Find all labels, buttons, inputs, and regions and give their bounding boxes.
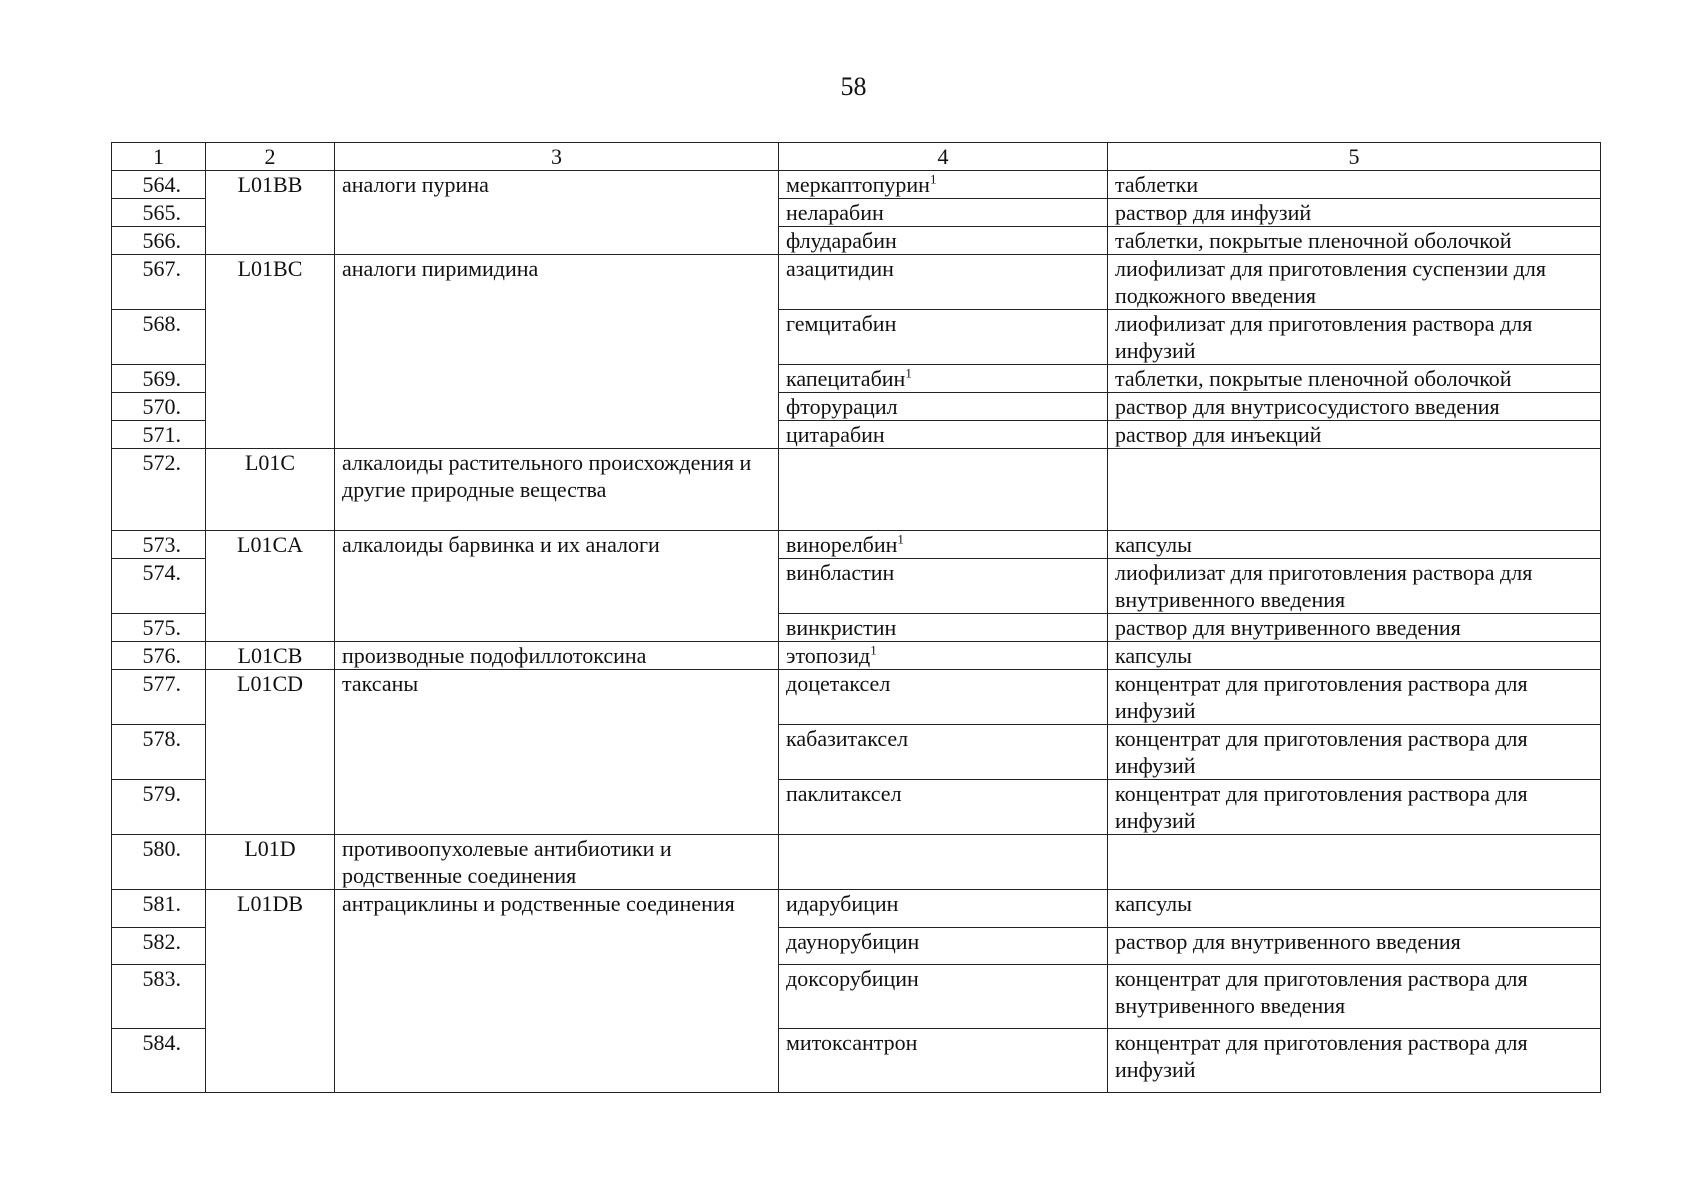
dosage-form: концентрат для приготовления раствора для инфузий	[1108, 725, 1601, 780]
drug-name: даунорубицин	[786, 929, 920, 954]
drug-name-cell	[779, 227, 1108, 255]
row-number: 565.	[112, 199, 206, 227]
table-row	[112, 449, 1601, 531]
drug-name-cell	[779, 449, 1108, 531]
drug-name: винкристин	[786, 615, 897, 640]
drug-name-cell	[779, 965, 1108, 1029]
atc-code: L01CD	[206, 670, 335, 835]
drug-name: цитарабин	[786, 422, 885, 447]
drug-name: винорелбин	[786, 532, 898, 557]
dosage-form: раствор для внутривенного введения	[1108, 614, 1601, 642]
dosage-form: раствор для инфузий	[1108, 199, 1601, 227]
drug-name: фторурацил	[786, 394, 898, 419]
row-number: 579.	[112, 780, 206, 835]
drug-name-cell	[779, 928, 1108, 965]
drug-name: идарубицин	[786, 891, 899, 916]
row-number: 578.	[112, 725, 206, 780]
dosage-form	[1108, 449, 1601, 531]
footnote-marker: 1	[905, 365, 912, 381]
dosage-form: таблетки, покрытые пленочной оболочкой	[1108, 227, 1601, 255]
atc-code: L01BC	[206, 255, 335, 449]
footnote-marker: 1	[929, 171, 937, 187]
drug-name: неларабин	[786, 200, 884, 225]
drug-name-cell	[779, 199, 1108, 227]
table-body	[112, 171, 1601, 1093]
drug-name-cell	[779, 835, 1108, 890]
drug-name: винбластин	[786, 560, 895, 585]
row-number: 564.	[112, 171, 206, 199]
row-number: 575.	[112, 614, 206, 642]
table-row	[112, 890, 1601, 928]
table-header	[112, 143, 1601, 171]
row-number: 570.	[112, 393, 206, 421]
group-name: таксаны	[335, 670, 779, 835]
group-name: алкалоиды барвинка и их аналоги	[335, 531, 779, 642]
dosage-form: концентрат для приготовления раствора для инфузий	[1108, 670, 1601, 725]
header-cell-2: 2	[206, 143, 335, 171]
dosage-form: раствор для инъекций	[1108, 421, 1601, 449]
drug-name-cell	[779, 171, 1108, 199]
header-cell-1: 1	[112, 143, 206, 171]
group-name: противоопухолевые антибиотики и родственные соединения	[335, 835, 779, 890]
row-number: 580.	[112, 835, 206, 890]
table-row	[112, 835, 1601, 890]
table-row	[112, 670, 1601, 725]
row-number: 568.	[112, 310, 206, 365]
drug-name: капецитабин	[786, 366, 906, 391]
page-number: 58	[840, 72, 867, 101]
header-cell-4: 4	[779, 143, 1108, 171]
dosage-form: концентрат для приготовления раствора для инфузий	[1108, 780, 1601, 835]
atc-code: L01BB	[206, 171, 335, 255]
table-row	[112, 171, 1601, 199]
group-name: алкалоиды растительного происхождения и другие природные вещества	[335, 449, 779, 531]
drug-table	[111, 142, 1601, 1093]
dosage-form: концентрат для приготовления раствора для инфузий	[1108, 1029, 1601, 1093]
dosage-form: концентрат для приготовления раствора для внутривенного введения	[1108, 965, 1601, 1029]
header-cell-5: 5	[1108, 143, 1601, 171]
dosage-form: раствор для внутривенного введения	[1108, 928, 1601, 965]
header-cell-3: 3	[335, 143, 779, 171]
dosage-form: лиофилизат для приготовления раствора для инфузий	[1108, 310, 1601, 365]
atc-code: L01C	[206, 449, 335, 531]
row-number: 573.	[112, 531, 206, 559]
drug-name-cell	[779, 365, 1108, 393]
dosage-form: капсулы	[1108, 531, 1601, 559]
row-number: 576.	[112, 642, 206, 670]
row-number: 582.	[112, 928, 206, 965]
drug-name: азацитидин	[786, 256, 894, 281]
row-number: 574.	[112, 559, 206, 614]
row-number: 581.	[112, 890, 206, 928]
table-row	[112, 642, 1601, 670]
table-row	[112, 531, 1601, 559]
drug-name-cell	[779, 393, 1108, 421]
header-row	[112, 143, 1601, 171]
row-number: 571.	[112, 421, 206, 449]
drug-name: флударабин	[786, 228, 897, 253]
group-name: производные подофиллотоксина	[335, 642, 779, 670]
drug-name-cell	[779, 890, 1108, 928]
group-name: аналоги пиримидина	[335, 255, 779, 449]
drug-name: гемцитабин	[786, 311, 897, 336]
drug-name: этопозид	[786, 643, 871, 668]
drug-name-cell	[779, 614, 1108, 642]
atc-code: L01DB	[206, 890, 335, 1093]
table-row	[112, 255, 1601, 310]
drug-name: доксорубицин	[786, 966, 919, 991]
dosage-form: раствор для внутрисосудистого введения	[1108, 393, 1601, 421]
atc-code: L01D	[206, 835, 335, 890]
row-number: 577.	[112, 670, 206, 725]
dosage-form: капсулы	[1108, 890, 1601, 928]
drug-name-cell	[779, 1029, 1108, 1093]
drug-name-cell	[779, 310, 1108, 365]
dosage-form: лиофилизат для приготовления раствора для внутривенного введения	[1108, 559, 1601, 614]
drug-name: меркаптопурин	[786, 172, 930, 197]
atc-code: L01CA	[206, 531, 335, 642]
row-number: 583.	[112, 965, 206, 1029]
row-number: 572.	[112, 449, 206, 531]
dosage-form: лиофилизат для приготовления суспензии для подкожного введения	[1108, 255, 1601, 310]
drug-name: митоксантрон	[786, 1030, 918, 1055]
row-number: 584.	[112, 1029, 206, 1093]
footnote-marker: 1	[897, 531, 904, 547]
drug-name-cell	[779, 559, 1108, 614]
drug-name-cell	[779, 531, 1108, 559]
dosage-form	[1108, 835, 1601, 890]
drug-name-cell	[779, 780, 1108, 835]
drug-name-cell	[779, 421, 1108, 449]
drug-name-cell	[779, 642, 1108, 670]
drug-name-cell	[779, 255, 1108, 310]
drug-name-cell	[779, 670, 1108, 725]
row-number: 569.	[112, 365, 206, 393]
drug-name-cell	[779, 725, 1108, 780]
drug-name: кабазитаксел	[786, 726, 909, 751]
group-name: антрациклины и родственные соединения	[335, 890, 779, 1093]
dosage-form: таблетки	[1108, 171, 1601, 199]
group-name: аналоги пурина	[335, 171, 779, 255]
row-number: 567.	[112, 255, 206, 310]
row-number: 566.	[112, 227, 206, 255]
drug-name: доцетаксел	[786, 671, 891, 696]
dosage-form: таблетки, покрытые пленочной оболочкой	[1108, 365, 1601, 393]
atc-code: L01CB	[206, 642, 335, 670]
footnote-marker: 1	[870, 642, 877, 658]
drug-name: паклитаксел	[786, 781, 902, 806]
dosage-form: капсулы	[1108, 642, 1601, 670]
